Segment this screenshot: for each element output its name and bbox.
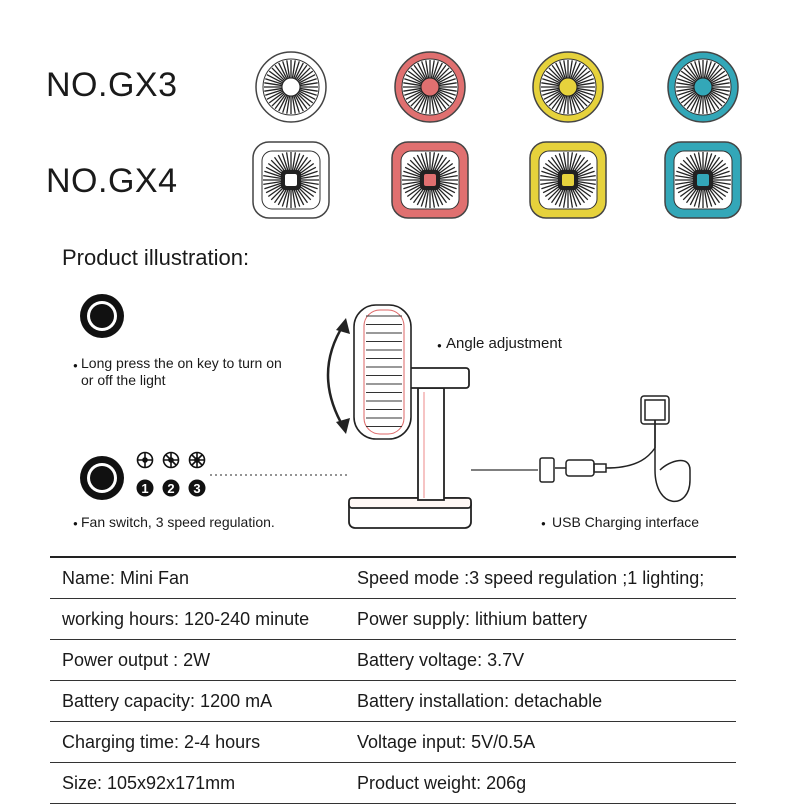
spec-row <box>50 640 736 681</box>
angle-arrow <box>328 324 344 428</box>
speed-number-1: 1 <box>141 481 149 496</box>
spec-left-cell: Power output : 2W <box>50 640 345 681</box>
light-button-icon <box>80 294 124 338</box>
spec-row <box>50 599 736 640</box>
fan-head <box>354 305 411 439</box>
svg-text:●: ● <box>541 519 546 528</box>
spec-row <box>50 681 736 722</box>
model-label-gx3: NO.GX3 <box>46 66 178 104</box>
light-note: Long press the on key to turn on or off the light <box>81 355 282 388</box>
speed-number-badges <box>137 480 206 497</box>
spec-left-cell: working hours: 120-240 minute <box>50 599 345 640</box>
spec-right-cell: Battery voltage: 3.7V <box>345 640 736 681</box>
spec-row <box>50 557 736 599</box>
usb-note: USB Charging interface <box>552 514 700 530</box>
spec-right-cell: Voltage input: 5V/0.5A <box>345 722 736 763</box>
fan-switch-button-icon <box>80 456 124 500</box>
spec-left-cell: Battery capacity: 1200 mA <box>50 681 345 722</box>
fan-base <box>349 498 471 528</box>
angle-note: Angle adjustment <box>446 335 562 352</box>
spec-right-cell: Speed mode :3 speed regulation ;1 lighting; <box>345 557 736 599</box>
speed-fan-icons <box>138 453 205 468</box>
spec-row <box>50 763 736 804</box>
section-title: Product illustration: <box>62 245 250 270</box>
switch-note: Fan switch, 3 speed regulation. <box>81 514 275 530</box>
svg-text:●: ● <box>437 341 442 350</box>
usb-cable-icon <box>540 396 690 501</box>
spec-left-cell: Size: 105x92x171mm <box>50 763 345 804</box>
spec-right-cell: Power supply: lithium battery <box>345 599 736 640</box>
spec-row <box>50 722 736 763</box>
spec-right-cell: Product weight: 206g <box>345 763 736 804</box>
speed-number-3: 3 <box>193 481 201 496</box>
model-label-gx4: NO.GX4 <box>46 162 178 200</box>
spec-left-cell: Name: Mini Fan <box>50 557 345 599</box>
spec-right-cell: Battery installation: detachable <box>345 681 736 722</box>
speed-number-2: 2 <box>167 481 175 496</box>
spec-table <box>50 556 736 804</box>
spec-left-cell: Charging time: 2-4 hours <box>50 722 345 763</box>
svg-text:●: ● <box>73 361 78 370</box>
svg-text:●: ● <box>73 519 78 528</box>
fan-stand <box>405 368 469 500</box>
